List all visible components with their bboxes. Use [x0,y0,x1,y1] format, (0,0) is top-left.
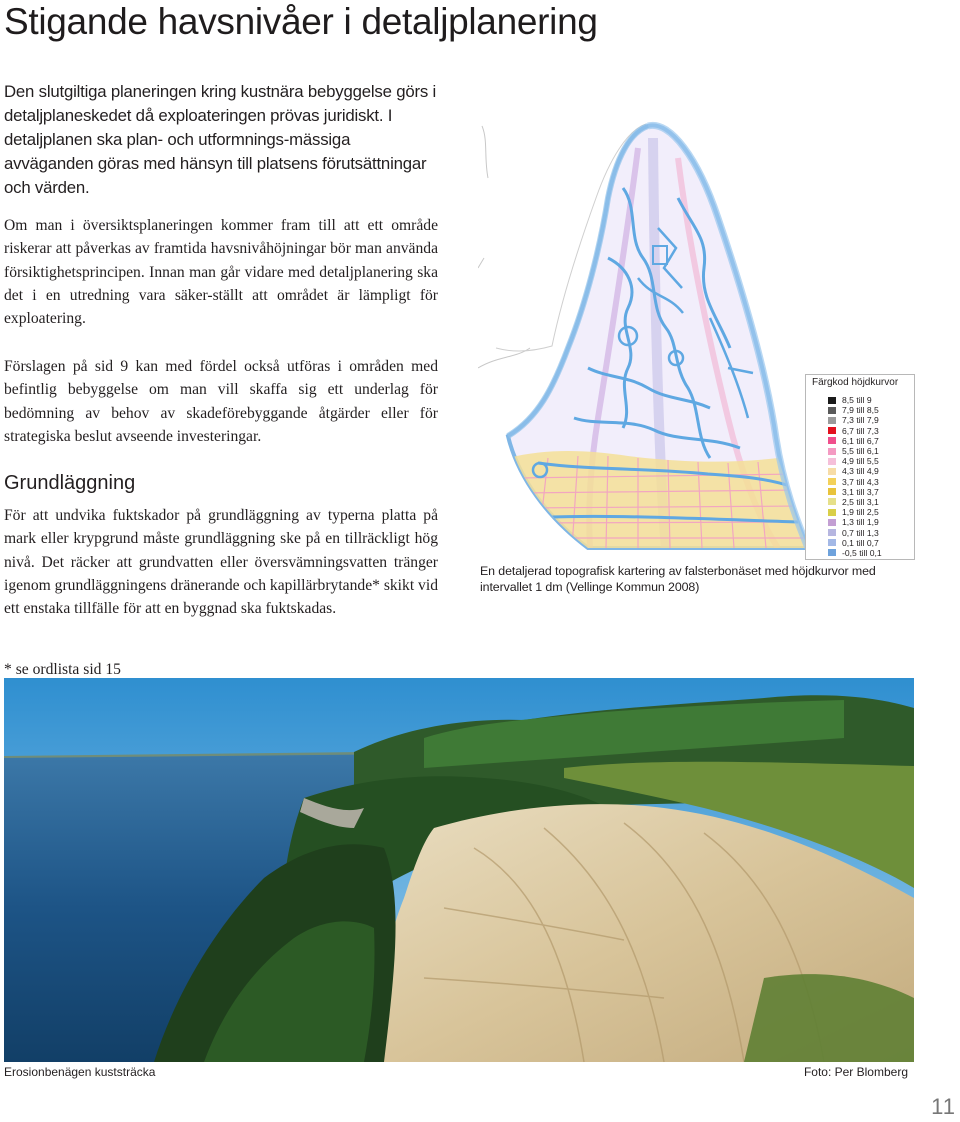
legend-label: 4,3 till 4,9 [842,466,879,477]
legend-swatch [828,519,836,526]
photo-caption: Erosionbenägen kuststräcka [4,1065,156,1079]
legend-label: 4,9 till 5,5 [842,456,879,467]
legend-item [828,487,914,497]
lead-paragraph: Den slutgiltiga planeringen kring kustnära bebyggelse görs i detaljplaneskedet då exploateringen prövas juridiskt. I detaljplanen ska plan- och utformnings-mässiga avväganden göras med hänsyn till platsens förutsättningar och värden. [4,82,437,197]
legend-item [828,426,914,436]
photo-credit: Foto: Per Blomberg [803,1065,908,1079]
legend-item [828,436,914,446]
photo-drawing [4,678,914,1062]
page-title: Stigande havsnivåer i detaljplanering [4,1,598,42]
legend-swatch [828,549,836,556]
legend-item [828,507,914,517]
map-legend [805,374,915,560]
legend-swatch [828,448,836,455]
legend-swatch [828,509,836,516]
legend-label: 5,5 till 6,1 [842,446,879,457]
legend-swatch [828,427,836,434]
legend-item [828,538,914,548]
legend-label: 0,1 till 0,7 [842,537,879,548]
legend-label: 7,9 till 8,5 [842,405,879,416]
legend-item [828,446,914,456]
legend-swatch [828,437,836,444]
legend-list [806,395,914,558]
legend-label: -0,5 till 0,1 [842,547,882,558]
body-paragraph-2: Förslagen på sid 9 kan med fördel också utföras i områden med befintlig bebyggelse om man vill skaffa sig ett underlag för bedömning av behov av skadeförebyggande åtgärder eller för strategiska beslut avseende investeringar. [4,358,438,445]
legend-title: Färgkod höjdkurvor [812,377,899,388]
legend-label: 2,5 till 3,1 [842,496,879,507]
topographic-map [478,118,916,564]
legend-swatch [828,539,836,546]
legend-swatch [828,468,836,475]
legend-item [828,466,914,476]
legend-item [828,548,914,558]
legend-swatch [828,417,836,424]
legend-swatch [828,488,836,495]
legend-label: 3,7 till 4,3 [842,476,879,487]
body-paragraph-1: Om man i översiktsplaneringen kommer fram till att ett område riskerar att påverkas av framtida havsnivåhöjningar bör man använda försiktighetsprincipen. Innan man går vidare med detaljplanering ska det i en utredning vara säker-ställt att området är lämpligt för exploatering. [4,217,438,328]
legend-label: 1,9 till 2,5 [842,507,879,518]
legend-label: 6,1 till 6,7 [842,435,879,446]
legend-label: 3,1 till 3,7 [842,486,879,497]
legend-item [828,517,914,527]
legend-swatch [828,478,836,485]
coastal-erosion-photo [4,678,914,1062]
legend-swatch [828,529,836,536]
legend-item [828,456,914,466]
footnote: * se ordlista sid 15 [4,661,121,678]
legend-label: 0,7 till 1,3 [842,527,879,538]
legend-item [828,477,914,487]
legend-swatch [828,458,836,465]
legend-swatch [828,407,836,414]
legend-label: 1,3 till 1,9 [842,517,879,528]
page-number: 11 [931,1094,956,1119]
legend-label: 7,3 till 7,9 [842,415,879,426]
legend-item [828,405,914,415]
legend-item [828,497,914,507]
legend-item [828,395,914,405]
legend-label: 6,7 till 7,3 [842,425,879,436]
legend-label: 8,5 till 9 [842,395,872,406]
body-paragraph-3: För att undvika fuktskador på grundläggning av typerna platta på mark eller krypgrund måste grundläggning ske på en tillräckligt hög nivå. Det räcker att grundvatten eller översvämningsvatten tränger igenom grundläggningens dränerande och kapillärbrytande* skikt vid ett enstaka tillfälle för att en byggnad ska fuktskadas. [4,507,438,618]
map-caption: En detaljerad topografisk kartering av falsterbonäset med höjdkurvor med intervallet 1 dm (Vellinge Kommun 2008) [480,564,876,594]
section-heading: Grundläggning [4,472,136,494]
legend-item [828,415,914,425]
legend-swatch [828,498,836,505]
legend-swatch [828,397,836,404]
legend-item [828,527,914,537]
